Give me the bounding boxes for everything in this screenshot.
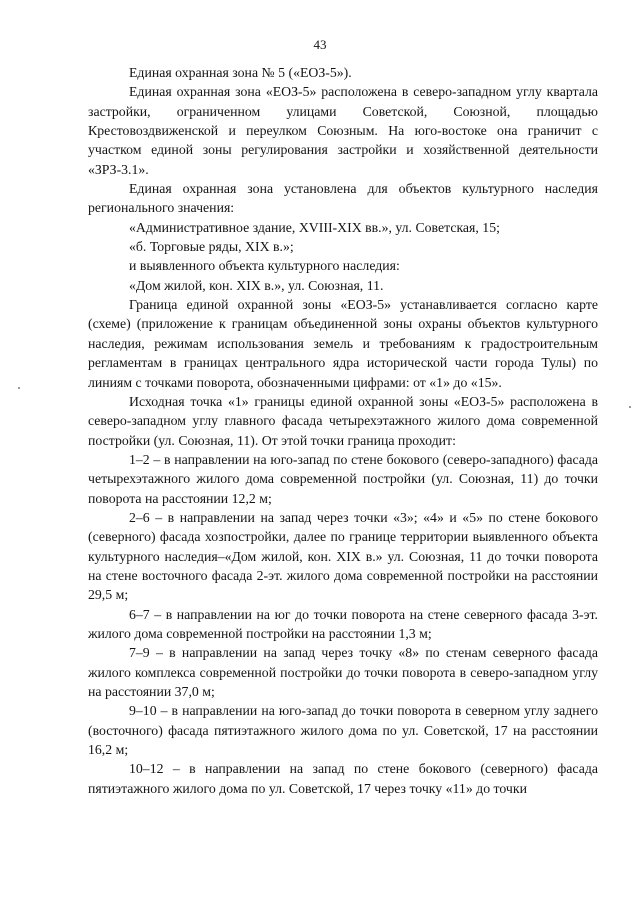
paragraph-segment-9-10: 9–10 – в направлении на юго-запад до точки поворота в северном углу заднего (восточного) фасада пятиэтажного жилого дома по ул. Советской, 17 на расстоянии 16,2 м; [88, 703, 598, 758]
paragraph-starting-point: Исходная точка «1» границы единой охранной зоны «ЕОЗ-5» расположена в северо-западном углу главного фасада четырехэтажного жилого дома современной постройки (ул. Союзная, 11). От этой точки граница проходит: [88, 393, 598, 448]
paragraph-segment-7-9: 7–9 – в направлении на запад через точку «8» по стенам северного фасада жилого комплекса современной постройки до точки поворота в северо-западном углу на расстоянии 37,0 м; [88, 645, 598, 699]
paragraph-segment-10-12: 10–12 – в направлении на запад по стене бокового (северного) фасада пятиэтажного жилого дома по ул. Советской, 17 через точку «11» до точки [88, 761, 598, 796]
scan-speck-right [629, 406, 631, 408]
paragraph-heritage-objects-intro: Единая охранная зона установлена для объектов культурного наследия регионального значения: [88, 181, 598, 216]
paragraph-boundary-definition: Граница единой охранной зоны «ЕОЗ-5» устанавливается согласно карте (схеме) (приложение к границам объединенной зоны охраны объектов культурного наследия, режимам использования земель и требованиям к градостроительным регламентам в границах центрального ядра исторической части города Тулы) по линиям с точками поворота, обозначенными цифрами: от «1» до «15». [88, 297, 598, 390]
paragraph-zone-heading: Единая охранная зона № 5 («ЕОЗ-5»). [129, 65, 352, 80]
scan-speck-left [18, 387, 20, 389]
page-number: 43 [313, 37, 327, 52]
paragraph-identified-object-intro: и выявленного объекта культурного наследия: [129, 258, 400, 274]
paragraph-segment-6-7: 6–7 – в направлении на юг до точки поворота на стене северного фасада 3-эт. жилого дома современной постройки на расстоянии 1,3 м; [88, 606, 598, 641]
paragraph-object-residential-house: «Дом жилой, кон. XIX в.», ул. Союзная, 11. [129, 277, 384, 293]
paragraph-object-trade-rows: «б. Торговые ряды, XIX в.»; [129, 239, 294, 255]
paragraph-segment-1-2: 1–2 – в направлении на юго-запад по стене бокового (северо-западного) фасада четырехэтажного жилого дома современной постройки (ул. Союзная, 11) до точки поворота на расстоянии 12,2 м; [88, 451, 598, 506]
paragraph-segment-2-6: 2–6 – в направлении на запад через точки «3»; «4» и «5» по стене бокового (северного) фасада хозпостройки, далее по границе территории выявленного объекта культурного наследия–«Дом жилой, кон. XIX в.» ул. Союзная, 11 до точки поворота на стене восточного фасада 2-эт. жилого дома современной постройки на расстоянии 29,5 м; [88, 509, 598, 603]
document-body [88, 63, 598, 798]
paragraph-zone-location: Единая охранная зона «ЕОЗ-5» расположена в северо-западном углу квартала застройки, ограниченном улицами Советской, Союзной, площадью Крестовоздвиженской и переулком Союзным. На юго-востоке она граничит с участком единой зоны регулирования застройки и хозяйственной деятельности «ЗРЗ-3.1». [88, 84, 598, 177]
paragraph-object-admin-building: «Административное здание, XVIII-XIX вв.», ул. Советская, 15; [129, 219, 500, 235]
